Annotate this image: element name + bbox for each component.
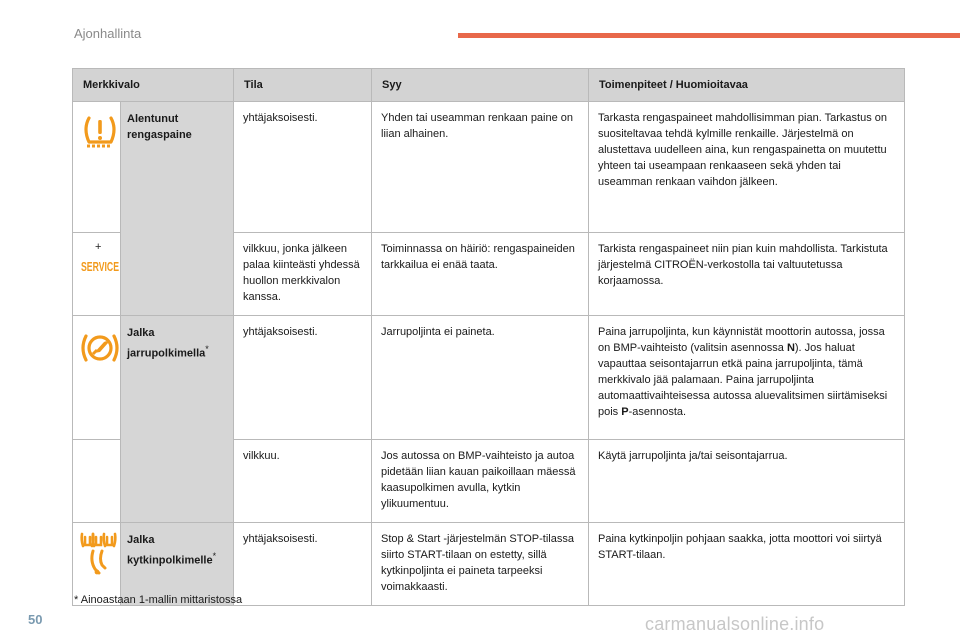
- page-number: 50: [28, 612, 43, 627]
- column-header-toimenpiteet: Toimenpiteet / Huomioitavaa: [589, 69, 905, 102]
- indicator-name: Jalka jarrupolkimella*: [121, 316, 234, 523]
- state-text: yhtäjaksoisesti.: [234, 523, 372, 606]
- header-accent-rule: [458, 33, 960, 38]
- plus-sign: +: [95, 241, 102, 253]
- action-text: Paina jarrupoljinta, kun käynnistät moottorin autossa, jossa on BMP-vaihteisto (valitsin asennossa N). Jos haluat vapauttaa seisontajarrun etkä paina jarrupoljinta, tämä merkkivalo jää palamaan. Paina jarrupoljinta automaattivaihteisessa autossa aluevalitsimen siirtämiseksi pois P-asennosta.: [589, 316, 905, 440]
- indicator-name: Alentunut rengaspaine: [121, 102, 234, 316]
- icon-cell: [73, 316, 121, 440]
- column-header-syy: Syy: [372, 69, 589, 102]
- action-text: Paina kytkinpoljin pohjaan saakka, jotta moottori voi siirtyä START-tilaan.: [589, 523, 905, 606]
- cause-text: Jos autossa on BMP-vaihteisto ja autoa pidetään liian kauan paikoillaan mäessä kaasupolkimen avulla, kytkin ylikuumentuu.: [372, 440, 589, 523]
- column-header-tila: Tila: [234, 69, 372, 102]
- action-text: Käytä jarrupoljinta ja/tai seisontajarrua.: [589, 440, 905, 523]
- icon-cell: [73, 440, 121, 523]
- state-text: yhtäjaksoisesti.: [234, 102, 372, 233]
- table-header-row: [73, 69, 905, 102]
- table-row: [73, 316, 905, 440]
- cause-text: Jarrupoljinta ei paineta.: [372, 316, 589, 440]
- icon-cell: [73, 233, 121, 316]
- watermark: carmanualsonline.info: [645, 614, 825, 634]
- action-text: Tarkasta rengaspaineet mahdollisimman pian. Tarkastus on suositeltavaa tehdä kylmille renkaille. Järjestelmä on alustettava uudelleen aina, kun rengaspainetta on muutettu yhteen tai useampaan renkaaseen sekä yhden tai useamman renkaan vaihdon jälkeen.: [589, 102, 905, 233]
- footnote: * Ainoastaan 1-mallin mittaristossa: [74, 594, 243, 606]
- service-warning-icon: [81, 259, 119, 273]
- table-row: [73, 102, 905, 233]
- cause-text: Stop & Start -järjestelmän STOP-tilassa siirto START-tilaan on estetty, sillä kytkinpoljinta ei paineta tarpeeksi voimakkaasti.: [372, 523, 589, 606]
- state-text: yhtäjaksoisesti.: [234, 316, 372, 440]
- tyre-pressure-warning-icon: [80, 112, 120, 152]
- action-text: Tarkista rengaspaineet niin pian kuin mahdollista. Tarkistuta järjestelmä CITROËN-verkostolla tai valtuutetussa korjaamossa.: [589, 233, 905, 316]
- icon-cell: [73, 102, 121, 233]
- foot-on-brake-icon: [80, 328, 120, 368]
- foot-on-clutch-icon: [80, 531, 120, 577]
- column-header-merkkivalo: Merkkivalo: [73, 69, 234, 102]
- warning-lights-table: [72, 68, 905, 606]
- cause-text: Toiminnassa on häiriö: rengaspaineiden tarkkailua ei enää taata.: [372, 233, 589, 316]
- indicator-name: Jalka kytkinpolkimelle*: [121, 523, 234, 606]
- cause-text: Yhden tai useamman renkaan paine on liian alhainen.: [372, 102, 589, 233]
- state-text: vilkkuu, jonka jälkeen palaa kiinteästi yhdessä huollon merkkivalon kanssa.: [234, 233, 372, 316]
- section-header-title: Ajonhallinta: [74, 26, 142, 41]
- service-label: SERVICE: [81, 260, 119, 274]
- state-text: vilkkuu.: [234, 440, 372, 523]
